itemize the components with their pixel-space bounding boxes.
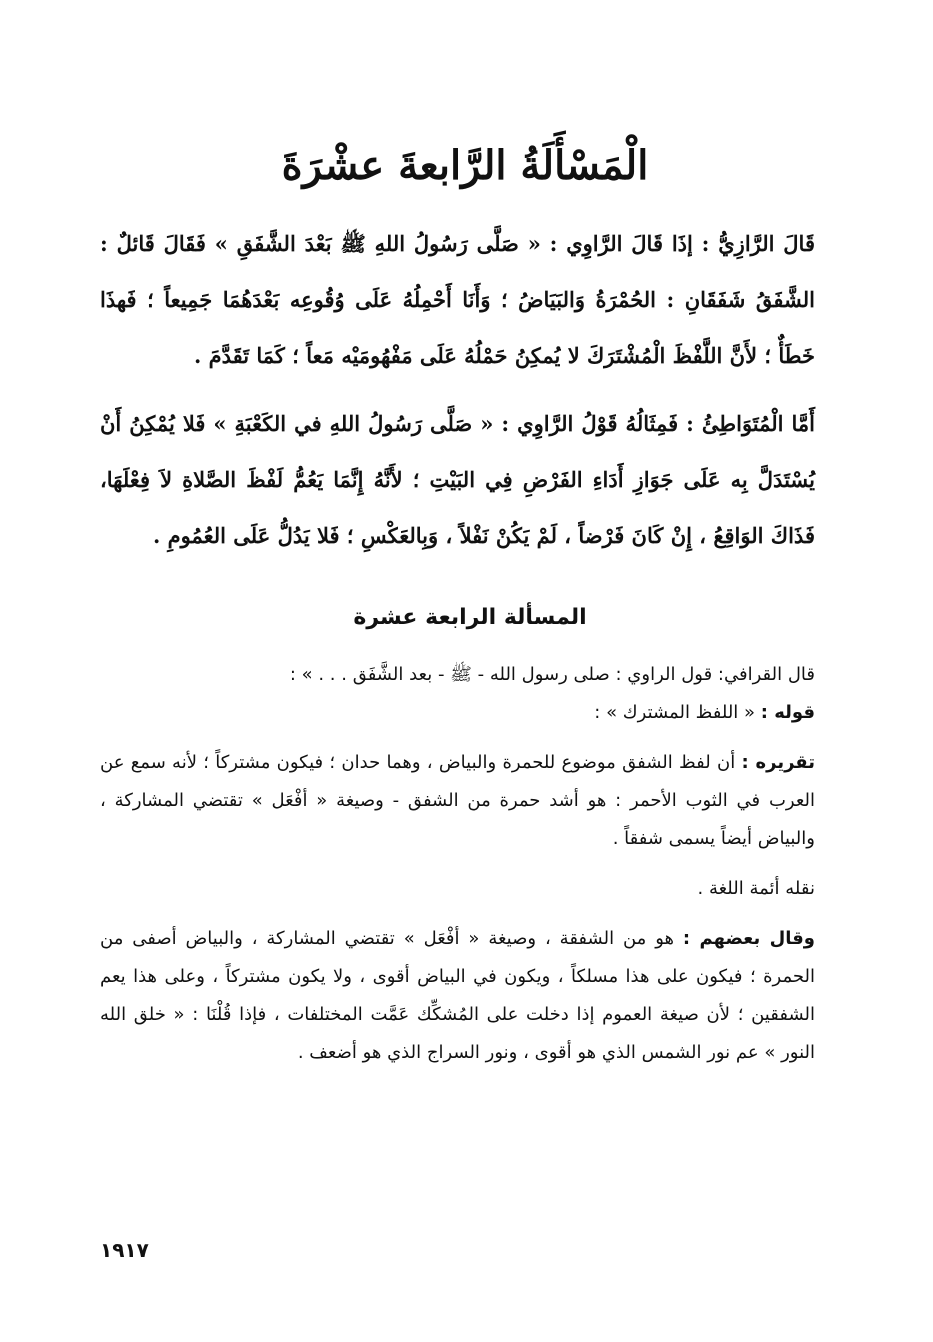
commentary-paragraph-2 [100,694,815,732]
sub-heading: المسألة الرابعة عشرة [353,605,587,630]
paragraph-text: هو من الشفقة ، وصيغة « أفْعَل » تقتضي المشاركة ، والبياض أصفى من الحمرة ؛ فيكون على هذا مسلكاً ، ويكون في البياض أقوى ، ولا يكون مشتركاً ، وعلى هذا يعم الشفقين ؛ لأن صيغة العموم إذا دخلت على المُشكِّك عَمَّت المختلفات ، فإذا قُلْنَا : « خلق الله النور » عم نور الشمس الذي هو أقوى ، ونور السراج الذي هو أضعف . [100,928,815,1063]
paragraph-lead: وقال بعضهم : [682,928,815,949]
matn-paragraph-1: قَالَ الرَّازِيُّ : إذَا قَالَ الرَّاوِي : « صَلَّى رَسُولُ اللهِ ﷺ بَعْدَ الشَّفَقِ » فَقَالَ قَائلٌ : الشَّفَقُ شَفَقَانِ : الحُمْرَةُ وَالبَيَاضُ ؛ وَأَنَا أَحْمِلُهُ عَلَى وُقُوعِه بَعْدَهُمَا جَمِيعاً ؛ فَهذَا خَطَأٌ ؛ لأَنَّ اللَّفْظَ الْمُشْتَرَكَ لا يُمكِنُ حَمْلُهُ عَلَى مَفْهُومَيْه مَعاً ؛ كَمَا تَقَدَّمَ . [100,231,815,368]
paragraph-text: أن لفظ الشفق موضوع للحمرة والبياض ، وهما حدان ؛ فيكون مشتركاً ؛ لأنه سمع عن العرب في الثوب الأحمر : هو أشد حمرة من الشفق - وصيغة « أفْعَل » تقتضي المشاركة ، والبياض أيضاً يسمى شفقاً . [100,752,815,849]
commentary-paragraph-1: قال القرافي: قول الراوي : صلى رسول الله - ﷺ - بعد الشَّفَق . . . » : [289,664,815,685]
commentary-section [100,656,815,1072]
commentary-paragraph-4: نقله أئمة اللغة . [697,878,815,899]
main-heading: الْمَسْأَلَةُ الرَّابعةَ عشْرَةَ [281,142,649,189]
commentary-paragraph-5 [100,920,815,1072]
page-number: ١٩١٧ [100,1238,149,1262]
paragraph-text: « اللفظ المشترك » : [594,702,756,723]
matn-paragraph-2: أَمَّا الْمُتَوَاطِئُ : فَمِثَالُهُ قَوْلُ الرَّاوِي : « صَلَّى رَسُولُ اللهِ في الكَعْبَةِ » فَلا يُمْكِنُ أَنْ يُسْتَدَلَّ بِه عَلَى جَوَازِ أَدَاءِ الفَرْضِ فِي البَيْتِ ؛ لأَنَّهُ إِنَّمَا يَعُمُّ لَفْظَ الصَّلاةِ لاَ فِعْلَهَا، فَذَاكَ الوَاقِعُ ، إِنْ كَانَ فَرْضاً ، لَمْ يَكُنْ نَفْلاً ، وَبِالعَكْسِ ؛ فَلا يَدُلُّ عَلَى العُمُومِ . [100,411,815,548]
commentary-paragraph-3 [100,744,815,858]
paragraph-lead: قوله : [760,702,815,723]
paragraph-lead: تقريره : [741,752,815,773]
matn-section [100,216,815,564]
